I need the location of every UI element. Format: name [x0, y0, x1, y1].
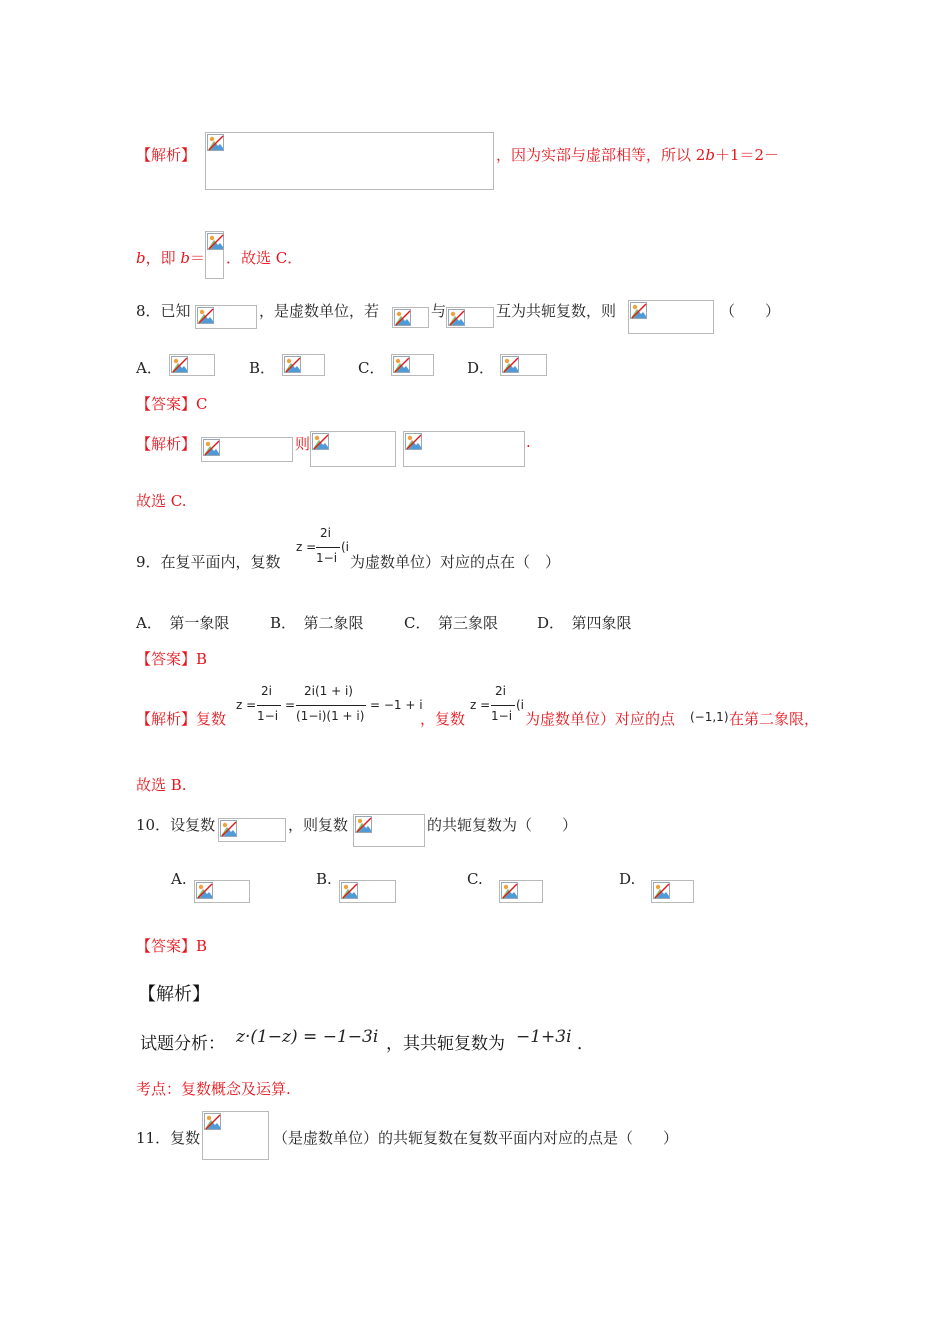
broken-image-icon	[204, 1113, 221, 1130]
option-b: B.	[316, 870, 332, 888]
conclusion: 故选 B.	[136, 776, 187, 794]
formula-image	[218, 818, 286, 842]
broken-image-icon	[197, 307, 214, 324]
formula-image	[202, 1111, 269, 1160]
question-stem: ，是虚数单位，若	[259, 302, 380, 320]
question-stem: 与	[431, 302, 447, 320]
answer: 【答案】C	[136, 395, 208, 413]
analysis-math: z·(1−z) = −1−3i	[236, 1027, 379, 1047]
option-d-image	[651, 880, 694, 903]
question-stem: （是虚数单位）的共轭复数在复数平面内对应的点是（ ）	[273, 1129, 679, 1147]
formula-image	[353, 814, 425, 847]
math-paren: (i	[516, 698, 525, 712]
broken-image-icon	[501, 882, 518, 899]
math-paren: (i	[341, 540, 350, 554]
broken-image-icon	[196, 882, 213, 899]
jiexi-text: 在第二象限，	[729, 710, 820, 728]
question-stem: 互为共轭复数，则	[496, 302, 617, 320]
formula-image	[201, 437, 293, 462]
option-c-image	[499, 880, 543, 903]
broken-image-icon	[355, 816, 372, 833]
option-d-image	[500, 354, 547, 376]
conclusion: 故选 C.	[136, 492, 187, 510]
broken-image-icon	[394, 309, 411, 326]
answer: 【答案】B	[136, 650, 208, 668]
broken-image-icon	[502, 356, 519, 373]
option-b-image	[282, 354, 325, 376]
question-stem: 10．设复数	[136, 816, 216, 834]
question-stem: 的共轭复数为（ ）	[427, 816, 578, 834]
question-stem: ，则复数	[288, 816, 349, 834]
formula-image	[403, 431, 525, 467]
option-c: C． 第三象限	[404, 614, 498, 632]
broken-image-icon	[207, 233, 224, 250]
broken-image-icon	[405, 433, 422, 450]
question-stem: 为虚数单位）对应的点在（ ）	[350, 553, 561, 571]
jiexi-header: 【解析】	[138, 984, 210, 1005]
option-c: C．	[358, 359, 385, 377]
formula-image	[205, 231, 224, 279]
broken-image-icon	[220, 820, 237, 837]
option-c-image	[391, 354, 434, 376]
broken-image-icon	[171, 356, 188, 373]
formula-image	[310, 431, 396, 467]
conclusion: ．故选 C．	[226, 249, 303, 267]
broken-image-icon	[448, 309, 465, 326]
question-stem: 11．复数	[136, 1129, 201, 1147]
math-z: z =	[236, 698, 257, 712]
formula-image	[195, 305, 257, 329]
option-d: D.	[619, 870, 636, 888]
jiexi-dot: .	[526, 433, 531, 451]
option-d: D．	[467, 359, 495, 377]
math-fraction: 2i(1 + i) (1−i)(1 + i)	[296, 684, 365, 723]
broken-image-icon	[341, 882, 358, 899]
broken-image-icon	[284, 356, 301, 373]
math-fraction: 2i 1−i	[257, 684, 281, 728]
jiexi-text: ，复数	[420, 710, 466, 728]
analysis-text: ，其共轭复数为	[386, 1034, 505, 1054]
broken-image-icon	[653, 882, 670, 899]
option-c: C.	[467, 870, 483, 888]
math-z: z =	[470, 698, 491, 712]
question-stem: 8．已知	[136, 302, 191, 320]
broken-image-icon	[207, 134, 224, 151]
math-fraction: 2i 1−i	[491, 684, 515, 728]
analysis-end: ．	[577, 1034, 594, 1054]
question-paren: （ ）	[720, 302, 781, 320]
option-a: A．	[136, 359, 162, 377]
answer: 【答案】B	[136, 937, 208, 955]
formula-image	[392, 307, 429, 328]
jiexi-label: 【解析】	[136, 146, 197, 164]
option-b: B． 第二象限	[270, 614, 364, 632]
math-point: (−1,1)	[690, 710, 729, 724]
option-b: B．	[249, 359, 276, 377]
option-d: D． 第四象限	[537, 614, 632, 632]
option-a-image	[194, 880, 250, 903]
jiexi-text-line2: b，即 b＝	[136, 249, 206, 267]
option-a-image	[169, 354, 215, 376]
option-b-image	[339, 880, 396, 903]
analysis-prefix: 试题分析：	[140, 1034, 225, 1054]
math-result: = −1 + i	[370, 698, 423, 712]
option-a: A.	[171, 870, 187, 888]
formula-image	[446, 307, 494, 328]
jiexi-text: 为虚数单位）对应的点	[525, 710, 676, 728]
broken-image-icon	[203, 439, 220, 456]
broken-image-icon	[312, 433, 329, 450]
formula-image	[205, 132, 494, 190]
jiexi-text: 则	[295, 435, 311, 453]
formula-image	[628, 300, 714, 334]
question-stem: 9．在复平面内，复数	[136, 553, 281, 571]
jiexi-label: 【解析】	[136, 435, 197, 453]
math-fraction: 2i 1−i	[316, 526, 340, 570]
jiexi-label: 【解析】复数	[136, 710, 227, 728]
analysis-result: −1+3i	[516, 1027, 572, 1047]
option-a: A． 第一象限	[136, 614, 230, 632]
math-z: z =	[296, 540, 317, 554]
jiexi-text: ，因为实部与虚部相等，所以 2b＋1＝2－	[496, 146, 780, 164]
broken-image-icon	[393, 356, 410, 373]
broken-image-icon	[630, 302, 647, 319]
math-eq: =	[285, 698, 296, 712]
kaodian: 考点：复数概念及运算.	[136, 1080, 291, 1098]
